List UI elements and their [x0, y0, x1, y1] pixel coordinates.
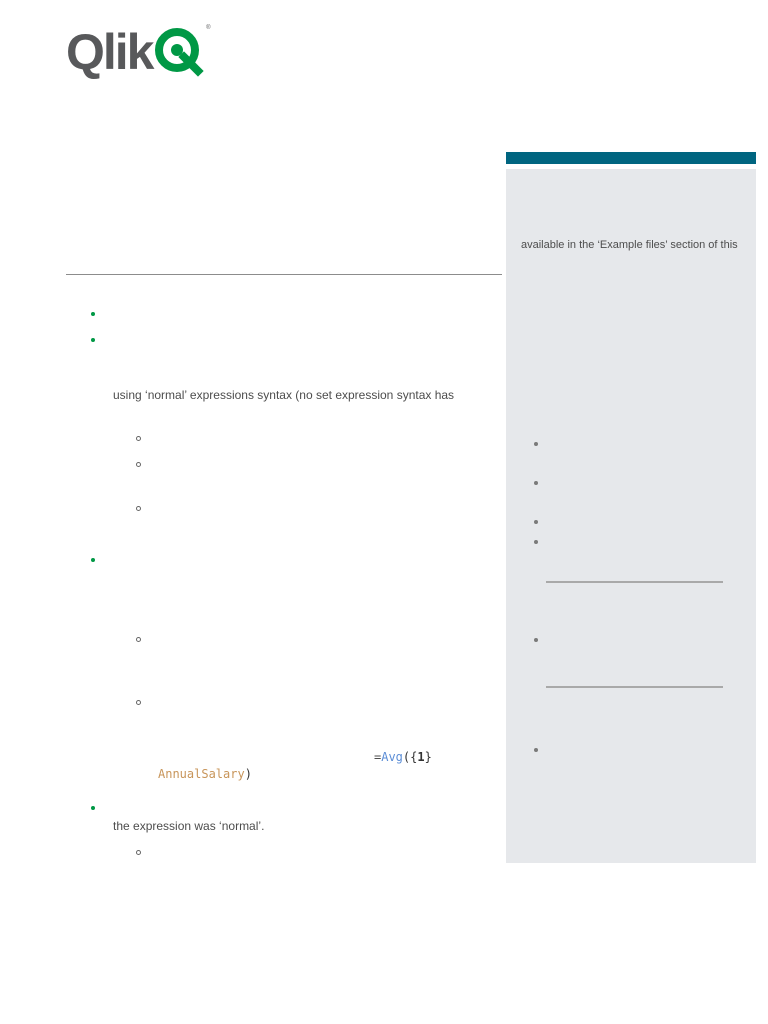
sidebar-list-bullet: [534, 520, 538, 524]
code-paren-close: ): [244, 767, 252, 781]
registered-mark: ®: [206, 25, 211, 31]
sub-list-bullet: [136, 700, 141, 705]
body-text-line: the expression was ‘normal’.: [113, 819, 265, 833]
qlik-logo: [66, 24, 211, 80]
code-function: Avg: [381, 750, 403, 764]
qlik-q-icon: [154, 25, 211, 77]
code-set-identifier: 1: [417, 750, 425, 764]
code-operator: =: [374, 750, 382, 764]
sidebar-divider: [546, 581, 723, 583]
sidebar-header-bar: [506, 152, 756, 164]
sub-list-bullet: [136, 506, 141, 511]
sidebar-list-bullet: [534, 748, 538, 752]
code-brace-open: ({: [402, 750, 418, 764]
sub-list-bullet: [136, 850, 141, 855]
code-expression-line-2: [158, 767, 252, 781]
list-bullet: [91, 806, 95, 810]
body-text-line: using ‘normal’ expressions syntax (no set expression syntax has: [113, 388, 455, 402]
list-bullet: [91, 338, 95, 342]
code-brace-close: }: [424, 750, 432, 764]
sub-list-bullet: [136, 637, 141, 642]
list-bullet: [91, 558, 95, 562]
sub-list-bullet: [136, 436, 141, 441]
code-field-name: AnnualSalary: [158, 767, 245, 781]
sidebar-panel: [506, 169, 756, 863]
sidebar-list-bullet: [534, 442, 538, 446]
sidebar-list-bullet: [534, 638, 538, 642]
sidebar-list-bullet: [534, 481, 538, 485]
title-divider: [66, 274, 502, 275]
sidebar-text-line: available in the ‘Example files’ section of this: [521, 239, 738, 251]
logo-wordmark: Qlik: [66, 24, 153, 80]
sub-list-bullet: [136, 462, 141, 467]
sidebar-list-bullet: [534, 540, 538, 544]
sidebar-divider: [546, 686, 723, 688]
list-bullet: [91, 312, 95, 316]
code-expression-line-1: [374, 750, 432, 764]
